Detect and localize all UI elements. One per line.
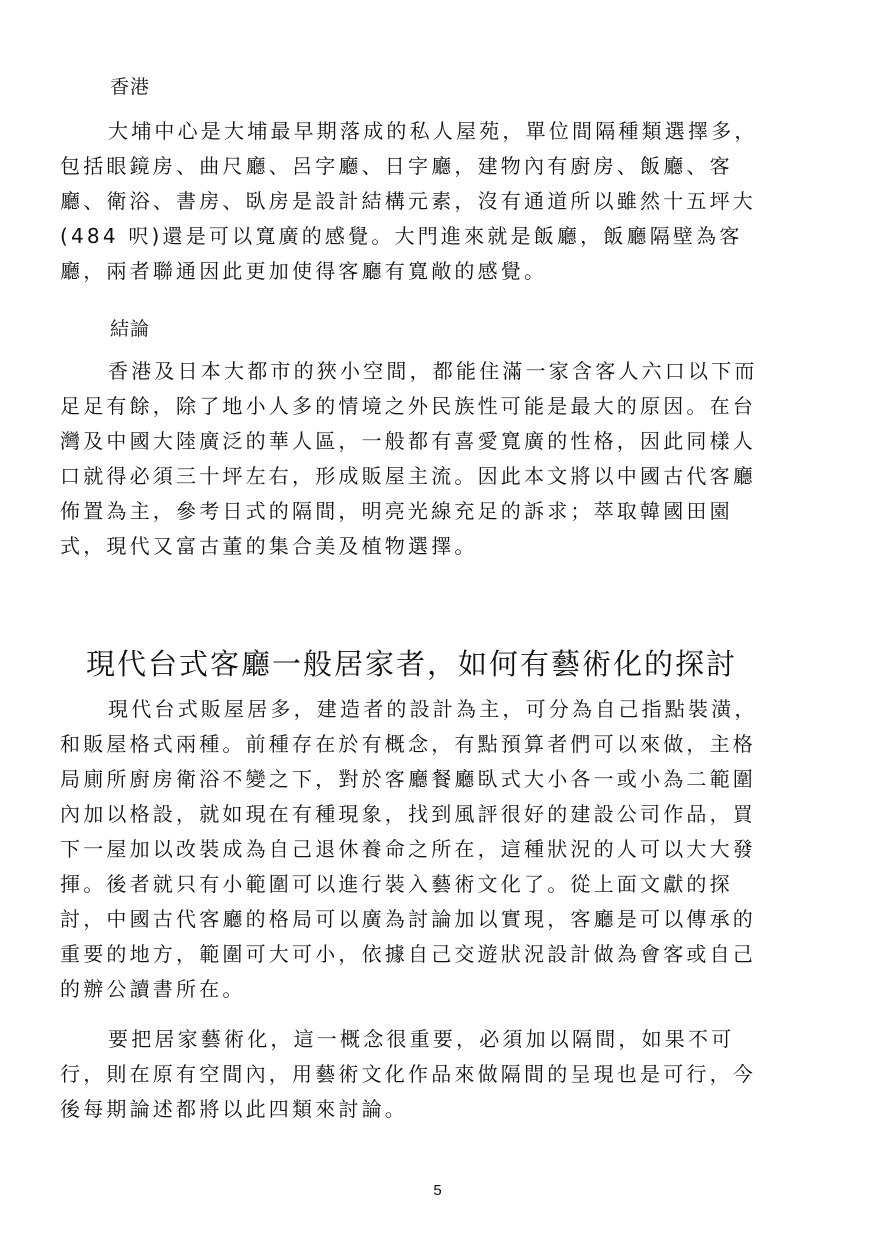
paragraph-line: 行，則在原有空間內，用藝術文化作品來做隔間的呈現也是可行，今: [60, 1062, 756, 1086]
paragraph-line: 後每期論述都將以此四類來討論。: [60, 1097, 408, 1121]
paragraph-line: (484 呎)還是可以寬廣的感覺。大門進來就是飯廳，飯廳隔壁為客: [60, 224, 743, 248]
paragraph-line: 廳、衛浴、書房、臥房是設計結構元素，沒有通道所以雖然十五坪大: [60, 189, 756, 213]
section-label-conclusion: 結論: [110, 318, 151, 340]
paragraph-line: 揮。後者就只有小範圍可以進行裝入藝術文化了。從上面文獻的探: [60, 872, 733, 896]
section-label-hongkong: 香港: [110, 76, 151, 98]
paragraph-line: 局廁所廚房衛浴不變之下，對於客廳餐廳臥式大小各一或小為二範圍: [60, 767, 756, 791]
page-number: 5: [433, 1182, 442, 1199]
paragraph-conclusion: [60, 354, 820, 564]
paragraph-line: 現代台式販屋居多，建造者的設計為主，可分為自己指點裝潢，: [108, 697, 758, 721]
paragraph-line: 式，現代又富古董的集合美及植物選擇。: [60, 534, 478, 558]
paragraph-line: 大埔中心是大埔最早期落成的私人屋苑，單位間隔種類選擇多，: [108, 119, 758, 143]
paragraph-line: 灣及中國大陸廣泛的華人區，一般都有喜愛寬廣的性格，因此同樣人: [60, 429, 756, 453]
paragraph-line: 下一屋加以改裝成為自己退休養命之所在，這種狀況的人可以大大發: [60, 837, 756, 861]
paragraph-line: 廳，兩者聯通因此更加使得客廳有寬敞的感覺。: [60, 259, 548, 283]
paragraph-line: 香港及日本大都市的狹小空間，都能住滿一家含客人六口以下而: [108, 359, 758, 383]
paragraph-line: 口就得必須三十坪左右，形成販屋主流。因此本文將以中國古代客廳: [60, 464, 756, 488]
paragraph-line: 內加以格設，就如現在有種現象，找到風評很好的建設公司作品，買: [60, 802, 756, 826]
paragraph-line: 的辦公讀書所在。: [60, 977, 246, 1001]
section-heading: 現代台式客廳一般居家者，如何有藝術化的探討: [86, 647, 738, 681]
paragraph-artistic-home: [60, 1022, 820, 1127]
paragraph-hongkong: [60, 114, 820, 289]
paragraph-line: 包括眼鏡房、曲尺廳、呂字廳、日字廳，建物內有廚房、飯廳、客: [60, 154, 733, 178]
paragraph-line: 重要的地方，範圍可大可小，依據自己交遊狀況設計做為會客或自己: [60, 942, 756, 966]
paragraph-line: 要把居家藝術化，這一概念很重要，必須加以隔間，如果不可: [108, 1027, 735, 1051]
paragraph-line: 討，中國古代客廳的格局可以廣為討論加以實現，客廳是可以傳承的: [60, 907, 756, 931]
paragraph-line: 佈置為主，參考日式的隔間，明亮光線充足的訴求；萃取韓國田園: [60, 499, 733, 523]
paragraph-line: 足足有餘，除了地小人多的情境之外民族性可能是最大的原因。在台: [60, 394, 756, 418]
paragraph-modern-taiwan-living-room: [60, 692, 820, 1007]
paragraph-line: 和販屋格式兩種。前種存在於有概念，有點預算者們可以來做，主格: [60, 732, 756, 756]
